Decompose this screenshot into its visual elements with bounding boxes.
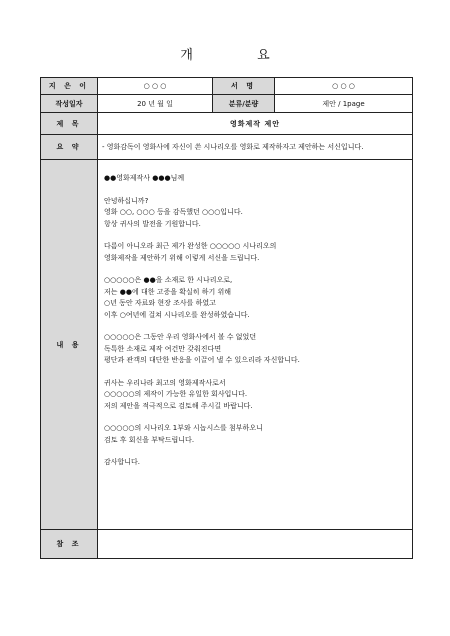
paragraph-gap: [104, 412, 406, 423]
content-line: ○○○○○의 제작이 가능한 유일한 회사입니다.: [104, 390, 248, 398]
content-line: 영화 ○○, ○○○ 등을 감독했던 ○○○입니다.: [104, 208, 243, 216]
paragraph-gap: [104, 230, 406, 241]
summary-form-table: [40, 77, 413, 559]
content-label: 내 용: [41, 160, 98, 530]
category-value[interactable]: 제안 / 1page: [275, 95, 413, 113]
content-line: 저의 제안을 적극적으로 검토해 주시길 바랍니다.: [104, 401, 253, 410]
author-label: 지 은 이: [41, 78, 98, 95]
reference-label: 참 조: [41, 530, 98, 559]
content-line: 귀사는 우리나라 최고의 영화제작사로서: [104, 378, 226, 387]
content-line: ○년 동안 자료와 현장 조사를 하였고: [104, 299, 216, 307]
content-line: 저는 ●●에 대한 고증을 확실히 하기 위해: [104, 287, 231, 296]
summary-value[interactable]: - 영화감독이 영화사에 자신이 쓴 시나리오를 영화로 제작하자고 제안하는 서신입니다.: [98, 135, 413, 160]
paragraph-gap: [104, 446, 406, 457]
content-line: 항상 귀사의 발전을 기원합니다.: [104, 219, 201, 228]
reference-value[interactable]: [98, 530, 413, 559]
author-value[interactable]: ○ ○ ○: [98, 78, 213, 95]
date-value[interactable]: 20 년 월 일: [98, 95, 213, 113]
paragraph-gap: [104, 321, 406, 332]
signature-value[interactable]: ○ ○ ○: [275, 78, 413, 95]
content-line: 평단과 관객의 대단한 반응을 이끌어 낼 수 있으리라 자신합니다.: [104, 356, 300, 364]
content-line: ○○○○○은 그동안 우리 영화사에서 볼 수 없었던: [104, 333, 257, 341]
content-line: 이후 ○여년에 걸쳐 시나리오를 완성하였습니다.: [104, 310, 250, 319]
summary-label: 요 약: [41, 135, 98, 160]
content-line: 감사합니다.: [104, 458, 141, 466]
paragraph-gap: [104, 185, 406, 196]
content-line: 안녕하십니까?: [104, 196, 149, 205]
subject-value[interactable]: 영화제작 제안: [98, 113, 413, 135]
paragraph-gap: [104, 367, 406, 378]
page-title: 개 요: [180, 48, 300, 63]
category-label: 분류/분량: [213, 95, 275, 113]
date-label: 작성일자: [41, 95, 98, 113]
content-line: 다름이 아니오라 최근 제가 완성한 ○○○○○ 시나리오의: [104, 242, 277, 250]
content-line: 영화제작을 제안하기 위해 이렇게 서신을 드립니다.: [104, 253, 260, 262]
content-body[interactable]: [98, 160, 413, 530]
content-line: ●●영화제작사 ●●●님께: [104, 174, 185, 182]
paragraph-gap: [104, 264, 406, 275]
subject-label: 제 목: [41, 113, 98, 135]
content-line: 독특한 소재로 제작 여건만 갖춰진다면: [104, 344, 222, 353]
content-line: ○○○○○의 시나리오 1부와 시놉시스를 첨부하오니: [104, 424, 263, 432]
content-line: ○○○○○은 ●●을 소재로 한 시나리오로,: [104, 276, 233, 284]
content-line: 검토 후 회신을 부탁드립니다.: [104, 435, 195, 444]
signature-label: 서 명: [213, 78, 275, 95]
